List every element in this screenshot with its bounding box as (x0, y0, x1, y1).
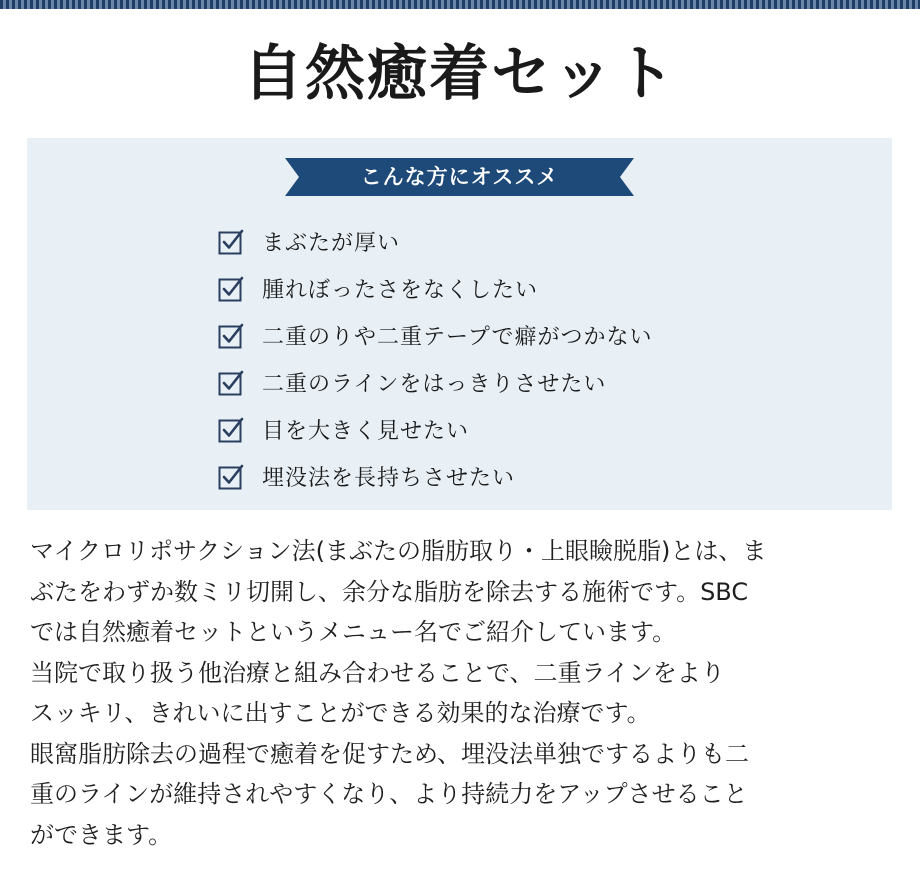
description-line: ぶたをわずか数ミリ切開し、余分な脂肪を除去する施術です。SBC (30, 577, 749, 606)
checklist-item-text: 腫れぼったさをなくしたい (262, 278, 539, 303)
checkbox-checked-icon (218, 464, 244, 490)
checklist-item (218, 406, 653, 453)
description-paragraph (30, 531, 890, 855)
checklist-item-text: 二重のラインをはっきりさせたい (262, 372, 607, 397)
page-title: 自然癒着セット (243, 39, 677, 109)
checklist-item-text: 目を大きく見せたい (262, 419, 470, 444)
checklist-item (218, 218, 653, 265)
checkbox-checked-icon (218, 370, 244, 396)
recommend-ribbon (285, 158, 634, 196)
description-line: スッキリ、きれいに出すことができる効果的な治療です。 (30, 699, 651, 727)
checklist-item (218, 453, 653, 500)
checklist-item (218, 312, 653, 359)
checklist-item (218, 359, 653, 406)
checklist-item-text: まぶたが厚い (262, 231, 401, 256)
description-line: ができます。 (30, 820, 173, 849)
checklist-item (218, 265, 653, 312)
checkbox-checked-icon (218, 276, 244, 302)
recommend-checklist (218, 218, 653, 500)
checkbox-checked-icon (218, 323, 244, 349)
description-line: マイクロリポサクション法(まぶたの脂肪取り・上眼瞼脱脂)とは、ま (30, 537, 767, 565)
checklist-item-text: 二重のりや二重テープで癖がつかない (262, 325, 653, 350)
checkbox-checked-icon (218, 229, 244, 255)
checklist-item-text: 埋没法を長持ちさせたい (262, 466, 516, 491)
description-line: では自然癒着セットというメニュー名でご紹介しています。 (30, 618, 677, 646)
description-line: 重のラインが維持されやすくなり、より持続力をアップさせること (30, 780, 748, 808)
recommend-heading: こんな方にオススメ (360, 165, 559, 189)
description-line: 眼窩脂肪除去の過程で癒着を促すため、埋没法単独でするよりも二 (30, 739, 750, 768)
checkbox-checked-icon (218, 417, 244, 443)
top-stripe-border (0, 0, 920, 9)
description-line: 当院で取り扱う他治療と組み合わせることで、二重ラインをより (30, 658, 725, 687)
